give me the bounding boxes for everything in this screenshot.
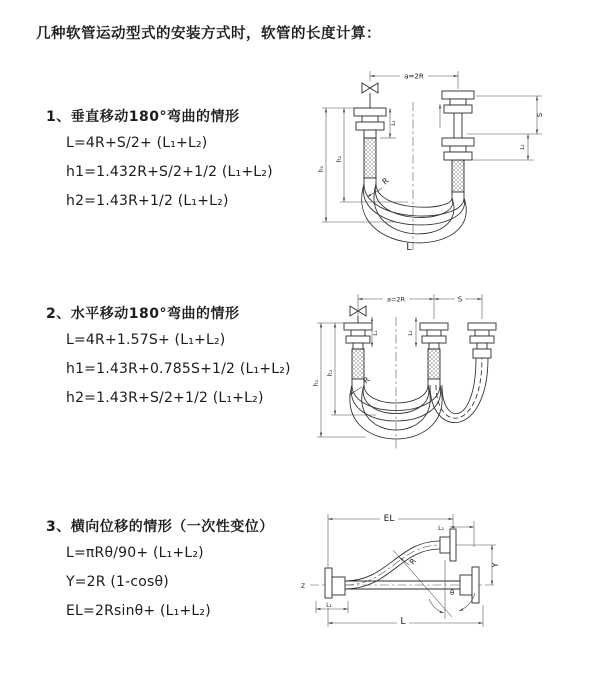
radius-callout [367,176,391,197]
section-3-heading: 3、横向位移的情形（一次性变位） [46,519,274,535]
dimension-l [328,601,483,627]
dimension-a2r [370,71,458,89]
label-l1: L₁ [373,330,379,336]
label-theta: θ [450,589,455,597]
label-h1: h₁ [318,165,325,173]
formula-line: L=πRθ/90+ (L₁+L₂) [66,545,204,561]
label-l1: L₁ [326,602,332,609]
left-flange [325,568,345,598]
left-flange-stack [354,108,386,138]
label-h2: h₂ [336,155,343,163]
dimension-s [467,96,544,134]
dimension-l1 [316,600,348,613]
label-l2: L₂ [408,330,414,336]
left-flange-stack [344,323,372,349]
dimension-el [328,512,453,567]
section-1-heading: 1、垂直移动180°弯曲的情形 [46,109,240,125]
braided-hose-section [352,349,364,379]
middle-flange-stack [420,323,448,349]
label-z-mark: Z [301,583,306,590]
braided-hose-section [428,349,440,379]
section-2-heading: 2、水平移动180°弯曲的情形 [46,306,240,322]
braided-hose-section [364,138,376,178]
label-r: R [361,375,372,386]
dimension-l2 [408,317,416,347]
page-title: 几种软管运动型式的安装方式时，软管的长度计算： [36,26,381,42]
label-s: S [457,295,463,304]
label-h1: h₁ [313,379,320,387]
label-a2r: a=2R [386,295,406,304]
braided-hose-section [452,160,464,192]
section-1 [46,106,273,222]
label-l2: L₂ [438,525,444,532]
dimension-l1 [372,317,379,347]
construction-lines [393,550,455,619]
right-lower-flange-stack [442,138,474,160]
s-curve-hose [345,541,440,589]
label-l-total: L [406,242,412,253]
label-a2r: a=2R [404,72,424,81]
formula-line: h1=1.432R+S/2+1/2 (L₁+L₂) [66,164,273,180]
label-s: S [536,112,544,118]
section-2 [46,303,291,419]
diagram-vertical-180-bend [312,64,592,260]
label-l2: L₂ [520,144,526,150]
formula-line: L=4R+1.57S+ (L₁+L₂) [66,332,226,348]
upper-flange [440,529,456,561]
right-flange-stack [468,323,496,358]
dimension-l2 [467,134,534,160]
formula-line: L=4R+S/2+ (L₁+L₂) [66,135,208,151]
formula-line: Y=2R (1-cosθ) [66,574,169,590]
diagram-lateral-displacement [300,505,595,655]
valve-icon [362,83,378,108]
dimension-a2r [358,294,434,319]
formula-line: h1=1.43R+0.785S+1/2 (L₁+L₂) [66,361,291,377]
hose-curves [362,178,467,243]
formula-line: EL=2Rsinθ+ (L₁+L₂) [66,603,211,619]
right-upper-flange-stack [442,91,474,138]
label-el: EL [383,514,395,524]
radius-callout [399,557,418,567]
label-r: R [380,176,391,187]
label-l1: L₁ [391,120,397,126]
label-r: R [407,556,418,567]
formula-line: h2=1.43R+1/2 (L₁+L₂) [66,193,229,209]
label-h2: h₂ [327,369,334,377]
diagram-horizontal-180-bend [308,287,598,462]
label-y: Y [491,562,500,568]
section-3 [46,516,274,632]
formula-line: h2=1.43R+S/2+1/2 (L₁+L₂) [66,390,264,406]
dimension-s [434,294,482,319]
label-l: L [400,616,406,627]
